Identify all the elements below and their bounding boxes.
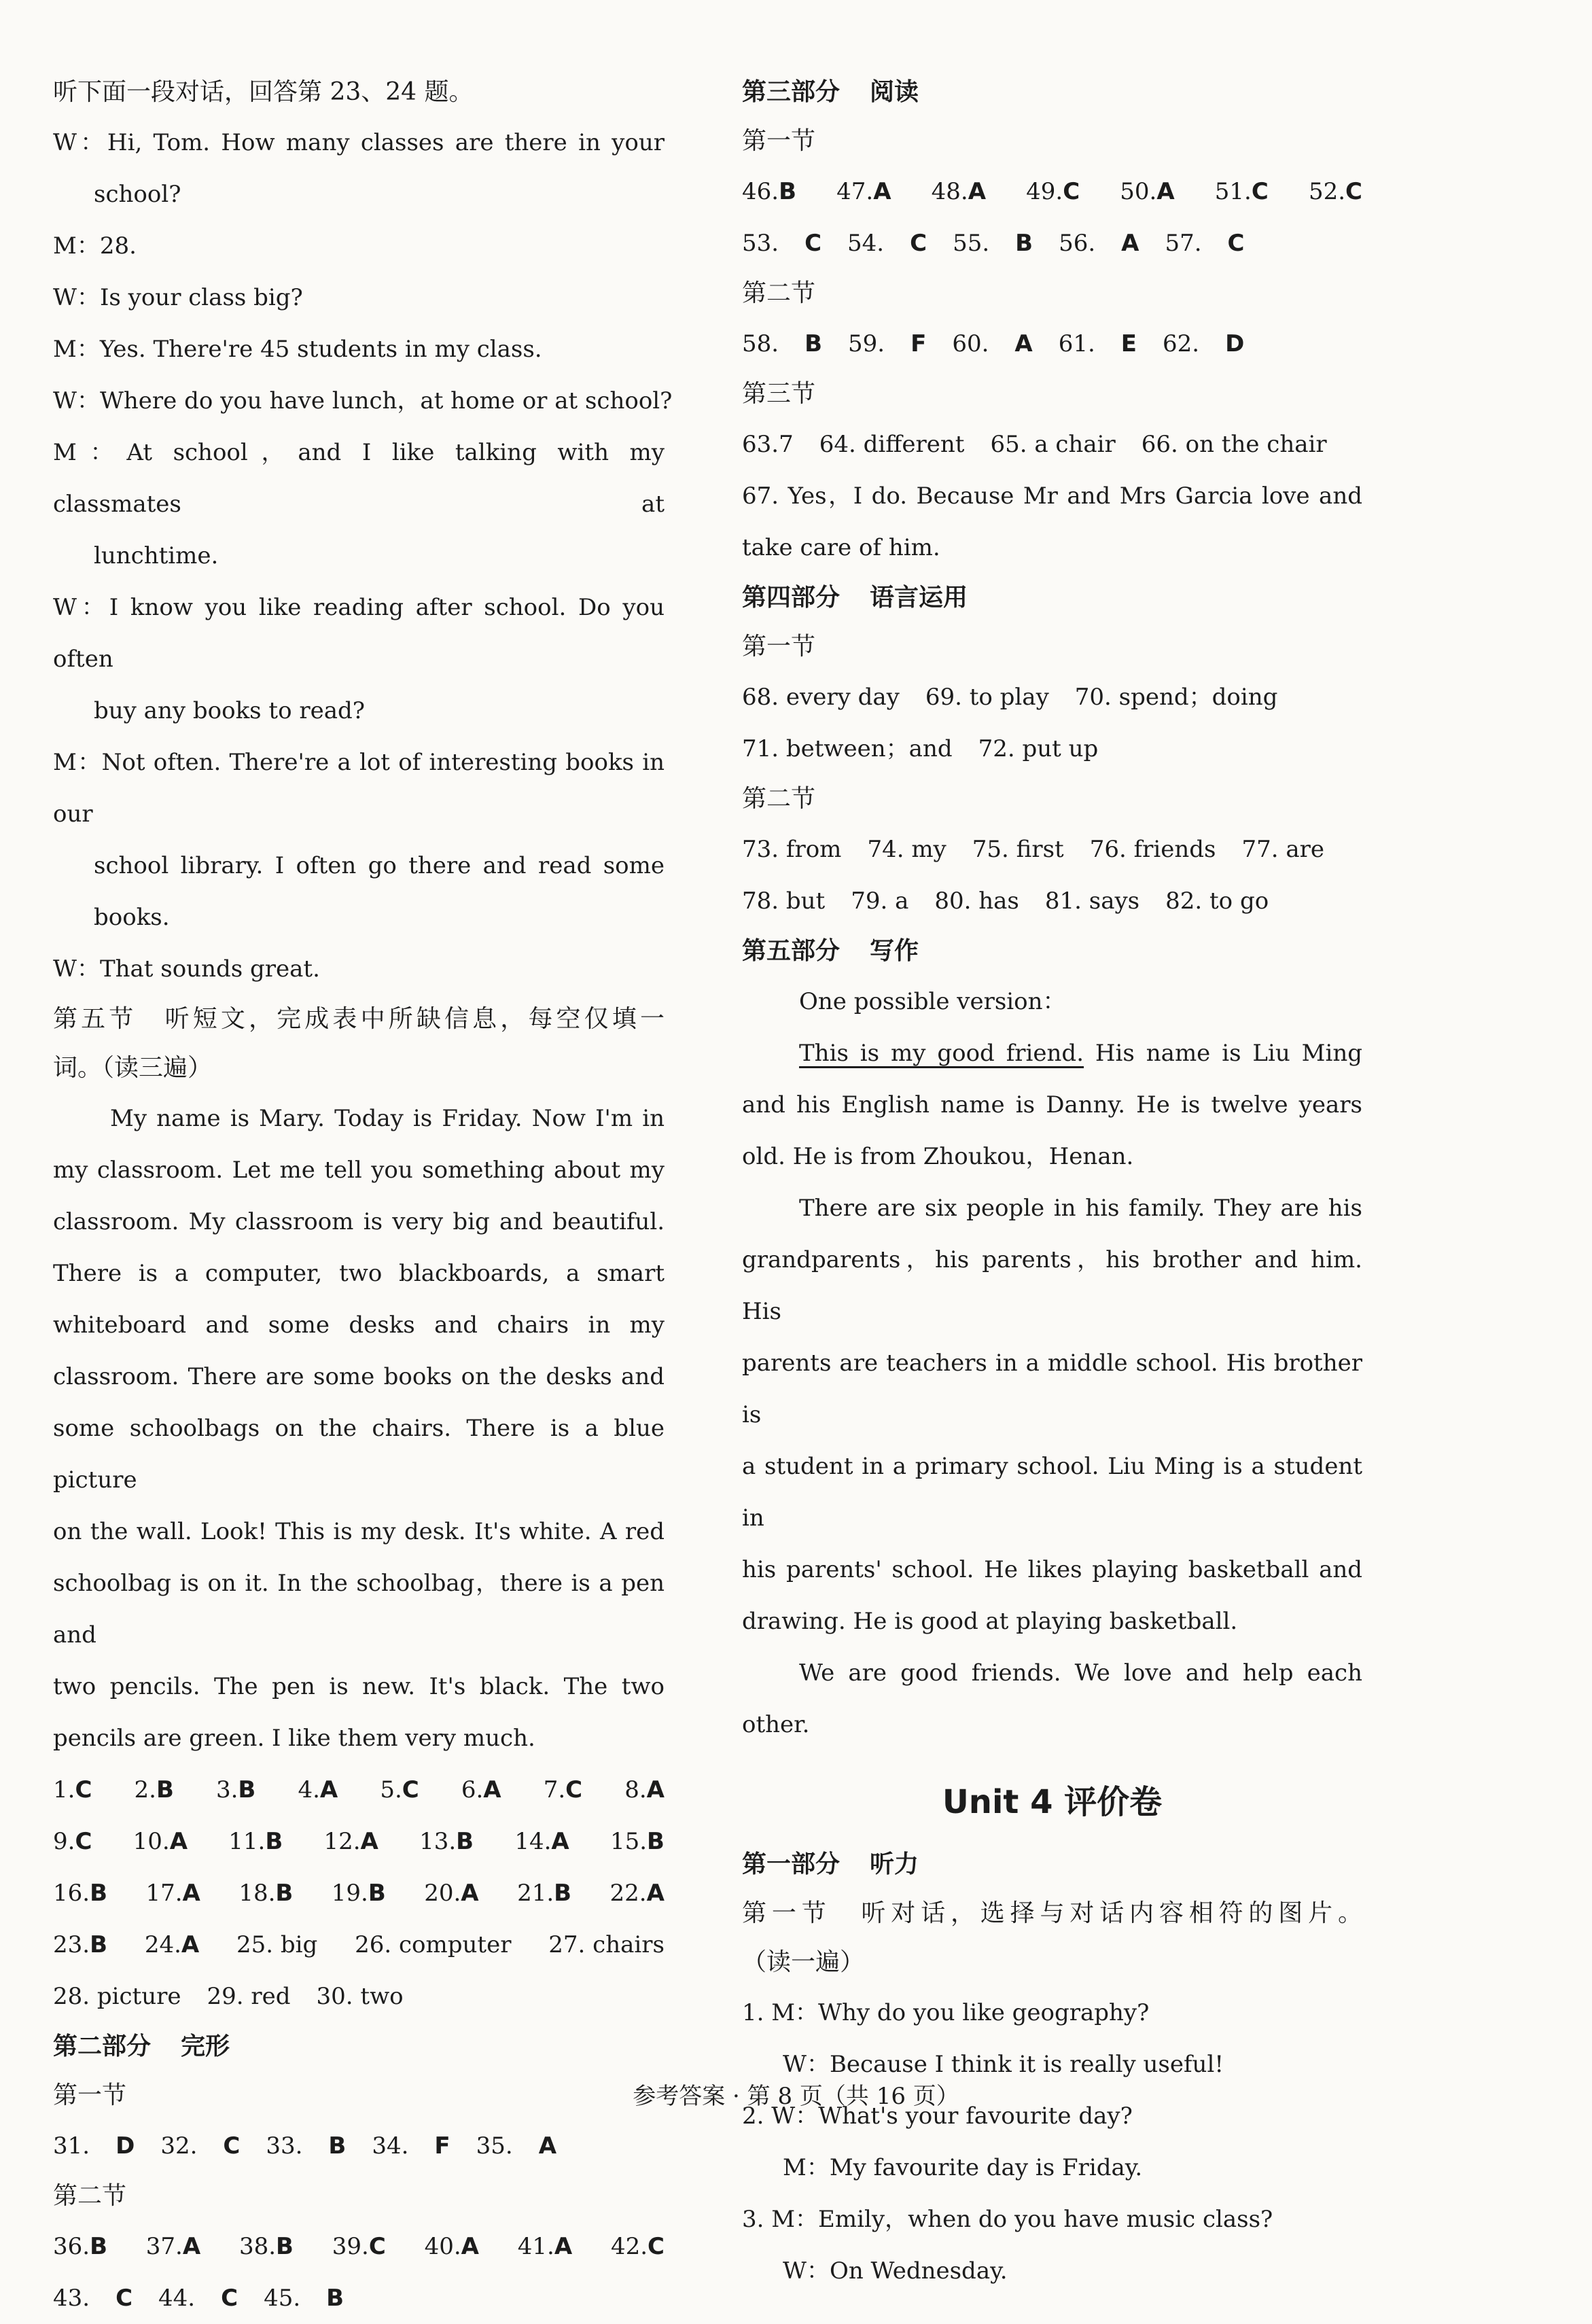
answer-letter: B bbox=[156, 1776, 174, 1803]
dialogue-line: W：Is your class big? bbox=[53, 284, 303, 311]
answer-letter: B bbox=[554, 1880, 572, 1907]
answer-item bbox=[610, 1816, 665, 1867]
answer-item bbox=[742, 318, 822, 370]
answer-number: 53. bbox=[742, 230, 779, 257]
answer-item: 64. different bbox=[819, 431, 965, 458]
answer-number: 56. bbox=[1059, 230, 1096, 257]
answer-67: 67. Yes，I do. Because Mr and Mrs Garcia love and bbox=[742, 482, 1362, 510]
answer-item bbox=[424, 1867, 478, 1919]
answer-letter: A bbox=[169, 1828, 188, 1855]
dialogue-line: M：28. bbox=[53, 232, 137, 260]
answer-item bbox=[323, 1816, 378, 1867]
answer-item bbox=[932, 166, 986, 217]
dialogue-line: W：I know you like reading after school. Do you often bbox=[53, 594, 665, 673]
part3-section1: 第一节 bbox=[742, 127, 816, 155]
answer-item bbox=[848, 318, 926, 370]
dialogue-line-cont: buy any books to read? bbox=[94, 697, 366, 724]
answer-item bbox=[1059, 217, 1139, 269]
passage-line: schoolbag is on it. In the schoolbag，there is a pen and bbox=[53, 1570, 665, 1649]
answer-letter: E bbox=[1120, 330, 1137, 357]
answer-item bbox=[518, 2221, 572, 2272]
answer-item bbox=[1026, 166, 1080, 217]
answer-item bbox=[53, 2221, 107, 2272]
answer-item bbox=[419, 1816, 474, 1867]
answer-letter: A bbox=[1121, 230, 1139, 257]
essay-line: drawing. He is good at playing basketball. bbox=[742, 1608, 1238, 1635]
part5-name: 写作 bbox=[870, 937, 919, 965]
essay-line: old. He is from Zhoukou，Henan. bbox=[742, 1143, 1134, 1170]
answer-number: 17. bbox=[145, 1880, 183, 1907]
answer-letter: B bbox=[238, 1776, 256, 1803]
page-footer: 参考答案 · 第 8 页（共 16 页） bbox=[633, 2083, 959, 2110]
part1-title: 第一部分 bbox=[742, 1850, 841, 1878]
answers-46-52 bbox=[742, 166, 1362, 217]
answer-number: 4. bbox=[298, 1776, 320, 1803]
answer-item: 75. first bbox=[972, 836, 1064, 863]
part2-title: 第二部分 bbox=[53, 2032, 152, 2060]
dialogue-line-cont: lunchtime. bbox=[94, 542, 219, 569]
answer-item bbox=[611, 2221, 665, 2272]
answer-item: 78. but bbox=[742, 887, 826, 915]
answer-item bbox=[624, 1764, 665, 1816]
answer-item bbox=[425, 2221, 479, 2272]
answer-letter: F bbox=[434, 2132, 450, 2160]
answer-letter: D bbox=[116, 2132, 135, 2160]
answer-item: 82. to go bbox=[1165, 887, 1269, 915]
dialogue bbox=[53, 117, 673, 995]
essay-line: his parents' school. He likes playing basketball and bbox=[742, 1556, 1362, 1583]
answers-58-62 bbox=[742, 318, 1362, 370]
essay-version-label: One possible version： bbox=[799, 988, 1066, 1015]
answer-number: 46. bbox=[742, 178, 779, 205]
answer-row bbox=[53, 1867, 665, 1919]
dialogue-line-cont: school? bbox=[94, 181, 181, 208]
answer-item bbox=[228, 1816, 283, 1867]
answer-item bbox=[53, 1867, 107, 1919]
answer-letter: C bbox=[648, 2233, 665, 2260]
listening-section1-note: （读一遍） bbox=[742, 1948, 865, 1976]
answer-letter: C bbox=[1251, 178, 1269, 205]
answer-item bbox=[146, 2221, 200, 2272]
answer-item bbox=[238, 1867, 293, 1919]
answers-68-70 bbox=[742, 671, 1362, 723]
essay-paragraph-2 bbox=[742, 1182, 1362, 1647]
answer-number: 12. bbox=[323, 1828, 361, 1855]
section5-heading-cont: 词。（读三遍） bbox=[53, 1054, 213, 1082]
answer-number: 50. bbox=[1120, 178, 1157, 205]
answer-item bbox=[266, 2120, 346, 2172]
answer-number: 26. computer bbox=[355, 1931, 512, 1958]
answer-number: 5. bbox=[380, 1776, 402, 1803]
answer-item: 66. on the chair bbox=[1141, 431, 1327, 458]
answer-number: 40. bbox=[424, 2233, 461, 2260]
answers-63-66 bbox=[742, 419, 1362, 470]
answer-letter: B bbox=[804, 330, 822, 357]
answer-item: 73. from bbox=[742, 836, 842, 863]
answer-item bbox=[514, 1816, 569, 1867]
answer-item bbox=[1165, 217, 1244, 269]
essay-line: We are good friends. We love and help each bbox=[799, 1659, 1362, 1687]
passage-line: my classroom. Let me tell you something about my bbox=[53, 1157, 665, 1184]
answer-letter: B bbox=[1015, 230, 1033, 257]
answer-item bbox=[1309, 166, 1362, 217]
answer-item: 71. between；and bbox=[742, 735, 953, 762]
essay-line: and his English name is Danny. He is twelve years bbox=[742, 1091, 1362, 1119]
answer-number: 3. bbox=[215, 1776, 238, 1803]
answer-letter: B bbox=[276, 2233, 294, 2260]
answer-item bbox=[610, 1867, 665, 1919]
answer-number: 27. chairs bbox=[548, 1931, 665, 1958]
answer-item bbox=[548, 1919, 665, 1971]
answer-number: 13. bbox=[419, 1828, 457, 1855]
answer-number: 31. bbox=[53, 2132, 90, 2160]
essay-paragraph-3 bbox=[742, 1647, 1362, 1750]
answer-letter: A bbox=[319, 1776, 338, 1803]
answer-number: 49. bbox=[1026, 178, 1063, 205]
part3-heading bbox=[742, 68, 1362, 117]
answer-item bbox=[544, 1764, 582, 1816]
answer-item: 79. a bbox=[851, 887, 909, 915]
answer-number: 44. bbox=[158, 2285, 196, 2312]
answer-letter: A bbox=[182, 2233, 201, 2260]
answer-item: 72. put up bbox=[978, 735, 1099, 762]
answer-letter: A bbox=[461, 2233, 479, 2260]
answer-letter: A bbox=[551, 1828, 569, 1855]
answer-number: 62. bbox=[1163, 330, 1200, 357]
listening-item: 2. W：What's your favourite day? bbox=[742, 2102, 1133, 2130]
answer-number: 21. bbox=[517, 1880, 554, 1907]
part4-title: 第四部分 bbox=[742, 584, 841, 612]
part4-name: 语言运用 bbox=[870, 584, 968, 612]
answer-item bbox=[298, 1764, 338, 1816]
answer-item bbox=[160, 2120, 240, 2172]
answer-letter: B bbox=[265, 1828, 283, 1855]
answer-letter: C bbox=[402, 1776, 419, 1803]
answer-letter: B bbox=[90, 1880, 107, 1907]
answer-letter: A bbox=[554, 2233, 573, 2260]
part2-name: 完形 bbox=[181, 2032, 230, 2060]
answer-letter: C bbox=[368, 2233, 386, 2260]
answers-43-45 bbox=[53, 2272, 665, 2324]
answer-item bbox=[1215, 166, 1269, 217]
answer-number: 24. bbox=[144, 1931, 181, 1958]
dialogue-line: M：At school，and I like talking with my classmates at bbox=[53, 439, 665, 518]
answer-item: 76. friends bbox=[1089, 836, 1216, 863]
part3-section3: 第三节 bbox=[742, 380, 816, 408]
answers-36-42 bbox=[53, 2221, 665, 2272]
answer-letter: A bbox=[873, 178, 891, 205]
answer-item bbox=[952, 318, 1032, 370]
part4-section1: 第一节 bbox=[742, 633, 816, 661]
answer-item bbox=[517, 1867, 571, 1919]
answer-item bbox=[953, 217, 1033, 269]
answer-letter: B bbox=[647, 1828, 665, 1855]
answer-item bbox=[332, 2221, 386, 2272]
part2-heading bbox=[53, 2022, 665, 2071]
answer-number: 51. bbox=[1214, 178, 1252, 205]
answer-letter: C bbox=[116, 2285, 133, 2312]
answer-row bbox=[53, 1816, 665, 1867]
answer-letter: A bbox=[1014, 330, 1033, 357]
dialogue-line: M：Not often. There're a lot of interesting books in our bbox=[53, 749, 665, 828]
passage-line: on the wall. Look! This is my desk. It's white. A red bbox=[53, 1518, 665, 1545]
answer-letter: C bbox=[804, 230, 822, 257]
answer-letter: A bbox=[646, 1776, 665, 1803]
answer-item: 80. has bbox=[934, 887, 1019, 915]
dialogue-line: W：Where do you have lunch，at home or at school? bbox=[53, 387, 673, 415]
answer-item: 69. to play bbox=[925, 684, 1049, 711]
answer-letter: C bbox=[223, 2132, 241, 2160]
answer-item bbox=[133, 1816, 188, 1867]
answer-item bbox=[145, 1867, 200, 1919]
answer-number: 48. bbox=[931, 178, 968, 205]
answer-item: 68. every day bbox=[742, 684, 900, 711]
answer-number: 7. bbox=[543, 1776, 566, 1803]
answer-letter: C bbox=[565, 1776, 583, 1803]
answer-item: 30. two bbox=[316, 1983, 404, 2010]
answer-number: 35. bbox=[476, 2132, 513, 2160]
listening-section1-heading: 第一节 听对话，选择与对话内容相符的图片。 bbox=[742, 1899, 1362, 1927]
answer-number: 1. bbox=[53, 1776, 75, 1803]
answer-number: 61. bbox=[1058, 330, 1095, 357]
answer-item bbox=[158, 2272, 238, 2324]
answer-letter: C bbox=[910, 230, 927, 257]
part5-heading bbox=[742, 927, 1362, 976]
part1-name: 听力 bbox=[870, 1850, 919, 1878]
answer-number: 14. bbox=[514, 1828, 552, 1855]
answer-letter: B bbox=[328, 2132, 347, 2160]
passage-line: classroom. My classroom is very big and beautiful. bbox=[53, 1208, 665, 1235]
passage-line: two pencils. The pen is new. It's black. The two bbox=[53, 1673, 665, 1700]
answer-number: 55. bbox=[953, 230, 990, 257]
answer-item bbox=[476, 2120, 556, 2172]
dialogue-line: W：Hi, Tom. How many classes are there in your bbox=[53, 129, 665, 156]
part5-title: 第五部分 bbox=[742, 937, 841, 965]
answers-78-82 bbox=[742, 875, 1362, 927]
essay-line: other. bbox=[742, 1711, 810, 1738]
answer-letter: A bbox=[483, 1776, 501, 1803]
answer-number: 6. bbox=[461, 1776, 484, 1803]
answer-letter: B bbox=[90, 2233, 107, 2260]
answer-number: 52. bbox=[1308, 178, 1346, 205]
answer-number: 25. big bbox=[236, 1931, 318, 1958]
answer-letter: C bbox=[1227, 230, 1245, 257]
answer-item bbox=[1120, 166, 1174, 217]
answers-31-35 bbox=[53, 2120, 665, 2172]
answer-letter: B bbox=[368, 1880, 386, 1907]
essay-first-line-rest: His name is Liu Ming bbox=[1084, 1040, 1363, 1067]
answer-item bbox=[355, 1919, 511, 1971]
answer-letter: B bbox=[90, 1931, 107, 1958]
answer-number: 15. bbox=[609, 1828, 648, 1855]
answer-number: 18. bbox=[238, 1880, 276, 1907]
answer-item: 63.7 bbox=[742, 431, 794, 458]
answer-letter: A bbox=[646, 1880, 665, 1907]
answer-letter: B bbox=[275, 1880, 294, 1907]
answer-number: 43. bbox=[53, 2285, 90, 2312]
answer-letter: A bbox=[538, 2132, 557, 2160]
passage-line: classroom. There are some books on the desks and bbox=[53, 1363, 665, 1390]
answer-item: 70. spend；doing bbox=[1074, 684, 1278, 711]
essay-line: parents are teachers in a middle school. His brother is bbox=[742, 1350, 1362, 1428]
answer-item: 28. picture bbox=[53, 1983, 181, 2010]
answer-item bbox=[372, 2120, 450, 2172]
answer-letter: C bbox=[75, 1828, 92, 1855]
listening-item: 3. M：Emily，when do you have music class? bbox=[742, 2206, 1273, 2233]
passage-line: There is a computer, two blackboards, a smart bbox=[53, 1260, 665, 1287]
answer-item bbox=[461, 1764, 501, 1816]
right-column bbox=[742, 68, 1362, 2297]
answer-letter: F bbox=[910, 330, 927, 357]
answer-number: 32. bbox=[160, 2132, 198, 2160]
answer-number: 19. bbox=[331, 1880, 368, 1907]
answer-number: 9. bbox=[53, 1828, 75, 1855]
answer-letter: A bbox=[182, 1880, 200, 1907]
answer-number: 41. bbox=[517, 2233, 554, 2260]
answer-letter: C bbox=[221, 2285, 238, 2312]
answers-71-72 bbox=[742, 723, 1362, 775]
answer-letter: B bbox=[779, 178, 796, 205]
unit-title: Unit 4 评价卷 bbox=[942, 1783, 1163, 1821]
dialogue-line: W：That sounds great. bbox=[53, 955, 320, 983]
answer-item bbox=[145, 1919, 199, 1971]
answer-item bbox=[1059, 318, 1137, 370]
answer-number: 2. bbox=[134, 1776, 156, 1803]
passage-line: pencils are green. I like them very much. bbox=[53, 1725, 535, 1752]
listening-reply: W：Because I think it is really useful! bbox=[783, 2051, 1224, 2078]
part3-section2: 第二节 bbox=[742, 279, 816, 307]
part2-section2: 第二节 bbox=[53, 2182, 127, 2210]
answer-item: 81. says bbox=[1044, 887, 1140, 915]
answer-item bbox=[216, 1764, 255, 1816]
passage-line: whiteboard and some desks and chairs in my bbox=[53, 1311, 665, 1339]
answer-number: 59. bbox=[848, 330, 885, 357]
listening-reply: M：My favourite day is Friday. bbox=[783, 2154, 1143, 2181]
passage-line: My name is Mary. Today is Friday. Now I'm in bbox=[110, 1105, 665, 1132]
part1-heading bbox=[742, 1840, 1362, 1889]
answer-number: 23. bbox=[53, 1931, 90, 1958]
answer-item bbox=[236, 1919, 317, 1971]
listening-items bbox=[742, 1987, 1362, 2297]
answer-row bbox=[53, 1764, 665, 1816]
dialogue-line-cont: books. bbox=[94, 904, 170, 931]
dialogue-line: M：Yes. There're 45 students in my class. bbox=[53, 336, 542, 363]
answer-item bbox=[1163, 318, 1244, 370]
answer-item bbox=[380, 1764, 419, 1816]
answer-number: 22. bbox=[609, 1880, 647, 1907]
essay-first-line bbox=[742, 1027, 1362, 1079]
answer-number: 34. bbox=[372, 2132, 409, 2160]
answer-item: 29. red bbox=[207, 1983, 291, 2010]
answers-53-57 bbox=[742, 217, 1362, 269]
answer-item bbox=[53, 1764, 92, 1816]
answer-letter: A bbox=[461, 1880, 479, 1907]
answer-number: 60. bbox=[952, 330, 989, 357]
answer-number: 45. bbox=[264, 2285, 301, 2312]
part3-title: 第三部分 bbox=[742, 78, 841, 106]
answer-letter: D bbox=[1225, 330, 1245, 357]
part2-section1: 第一节 bbox=[53, 2081, 127, 2109]
answer-number: 37. bbox=[145, 2233, 183, 2260]
part3-name: 阅读 bbox=[870, 78, 919, 106]
essay-line: grandparents，his parents，his brother and him. His bbox=[742, 1246, 1362, 1325]
answer-item bbox=[53, 1816, 92, 1867]
answer-item bbox=[332, 1867, 386, 1919]
answer-number: 36. bbox=[53, 2233, 90, 2260]
answer-letter: B bbox=[456, 1828, 474, 1855]
answer-item: 65. a chair bbox=[990, 431, 1116, 458]
answer-item bbox=[847, 217, 927, 269]
answer-letter: A bbox=[1156, 178, 1175, 205]
dialogue-line-cont: school library. I often go there and read some bbox=[94, 852, 665, 879]
listening-passage bbox=[53, 1093, 665, 1764]
answer-letter: B bbox=[326, 2285, 344, 2312]
answer-item bbox=[742, 217, 821, 269]
answer-letter: A bbox=[360, 1828, 378, 1855]
answer-item bbox=[53, 1919, 107, 1971]
answer-item: 74. my bbox=[867, 836, 947, 863]
left-column bbox=[53, 68, 673, 2324]
answers-73-77 bbox=[742, 824, 1362, 875]
answers-28-30 bbox=[53, 1971, 665, 2022]
essay-line: There are six people in his family. They are his bbox=[799, 1195, 1362, 1222]
answer-letter: C bbox=[1063, 178, 1080, 205]
answer-item bbox=[53, 2272, 132, 2324]
answer-item bbox=[264, 2272, 344, 2324]
dialogue-intro: 听下面一段对话，回答第 23、24 题。 bbox=[53, 78, 474, 106]
part4-heading bbox=[742, 574, 1362, 622]
answer-letter: C bbox=[75, 1776, 92, 1803]
answer-number: 10. bbox=[132, 1828, 170, 1855]
answer-item bbox=[836, 166, 891, 217]
answer-item bbox=[53, 2120, 135, 2172]
listening-item: 1. M：Why do you like geography? bbox=[742, 1999, 1150, 2026]
answers-23-27 bbox=[53, 1919, 665, 1971]
essay-underlined-sentence: This is my good friend. bbox=[799, 1040, 1084, 1067]
answer-number: 11. bbox=[228, 1828, 266, 1855]
answer-item: 77. are bbox=[1241, 836, 1325, 863]
answer-number: 38. bbox=[238, 2233, 277, 2260]
answer-number: 58. bbox=[742, 330, 779, 357]
passage-line: some schoolbags on the chairs. There is a blue picture bbox=[53, 1415, 665, 1494]
answers-1-22 bbox=[53, 1764, 665, 1919]
answer-number: 42. bbox=[610, 2233, 648, 2260]
answer-letter: A bbox=[181, 1931, 200, 1958]
answer-number: 39. bbox=[332, 2233, 369, 2260]
answer-67-cont: take care of him. bbox=[742, 534, 940, 561]
part4-section2: 第二节 bbox=[742, 785, 816, 813]
answer-number: 8. bbox=[624, 1776, 647, 1803]
answer-number: 57. bbox=[1165, 230, 1202, 257]
answer-item bbox=[742, 166, 796, 217]
listening-reply: W：On Wednesday. bbox=[783, 2257, 1008, 2285]
answer-item bbox=[135, 1764, 174, 1816]
answer-number: 54. bbox=[847, 230, 885, 257]
answer-letter: A bbox=[968, 178, 987, 205]
answer-number: 33. bbox=[266, 2132, 303, 2160]
essay-paragraph-1 bbox=[742, 1079, 1362, 1182]
answer-letter: C bbox=[1345, 178, 1362, 205]
answer-number: 20. bbox=[424, 1880, 461, 1907]
answer-number: 16. bbox=[53, 1880, 90, 1907]
answer-number: 47. bbox=[836, 178, 874, 205]
answer-item bbox=[239, 2221, 294, 2272]
essay-line: a student in a primary school. Liu Ming is a student in bbox=[742, 1453, 1362, 1532]
section5-heading: 第五节 听短文，完成表中所缺信息，每空仅填一 bbox=[53, 1005, 665, 1033]
